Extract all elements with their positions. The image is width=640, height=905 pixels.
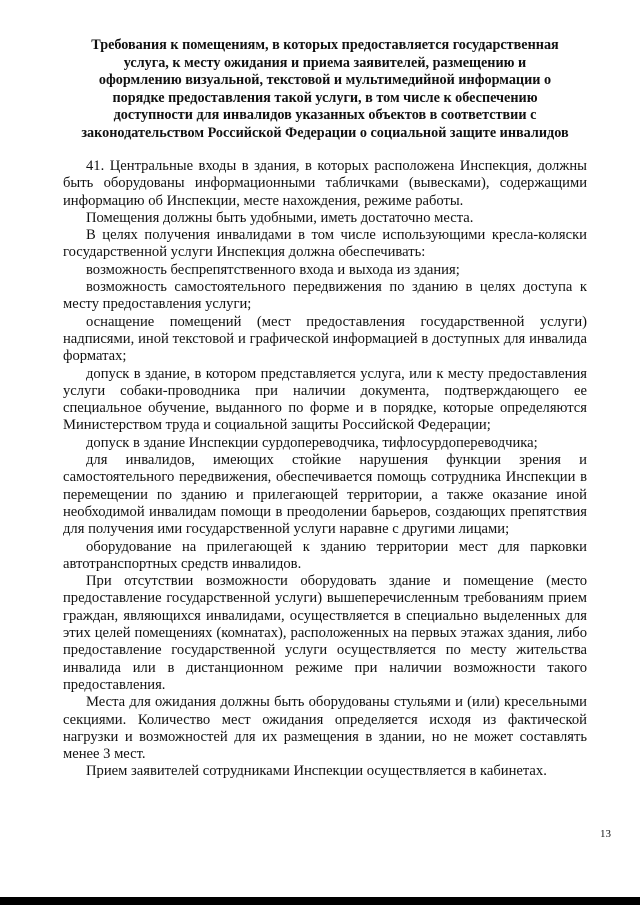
- heading-line: доступности для инвалидов указанных объектов в соответствии с: [113, 107, 537, 124]
- paragraph: Помещения должны быть удобными, иметь достаточно места.: [86, 209, 474, 226]
- list-item: для инвалидов, имеющих стойкие нарушения функции зрения и самостоятельного передвижения, обеспечивается помощь сотрудника Инспекции в перемещении по зданию и прилегающей территории, а также оказание иной необходимой инвалидам помощи в преодолении барьеров, создающих препятствия для получения ими государственной услуги наравне с другими лицами;: [63, 452, 587, 538]
- list-item: допуск в здание Инспекции сурдопереводчика, тифлосурдопереводчика;: [86, 434, 538, 451]
- list-item: оборудование на прилегающей к зданию территории мест для парковки автотранспортных средств инвалидов.: [63, 538, 587, 572]
- section-heading: [60, 37, 590, 143]
- paragraph: Места для ожидания должны быть оборудованы стульями и (или) кресельными секциями. Количество мест ожидания определяется исходя из фактической нагрузки и возможностей для их размещения в здании, но не может составлять менее 3 мест.: [63, 694, 587, 763]
- list-item: возможность беспрепятственного входа и выхода из здания;: [86, 261, 460, 278]
- heading-line: услуга, к месту ожидания и приема заявителей, размещению и: [123, 54, 527, 71]
- page-number: 13: [600, 828, 611, 840]
- paragraph: Прием заявителей сотрудниками Инспекции осуществляется в кабинетах.: [86, 763, 547, 780]
- list-item: оснащение помещений (мест предоставления государственной услуги) надписями, иной текстовой и графической информацией в доступных для инвалида форматах;: [63, 313, 587, 365]
- document-body: [63, 158, 587, 781]
- paragraph: В целях получения инвалидами в том числе использующими кресла-коляски государственной услуги Инспекция должна обеспечивать:: [63, 227, 587, 261]
- heading-line: Требования к помещениям, в которых предоставляется государственная: [91, 37, 559, 53]
- list-item: допуск в здание, в котором представляется услуга, или к месту предоставления услуги собаки-проводника при наличии документа, подтверждающего ее специальное обучение, выданного по форме и в порядке, которые определяются Министерством труда и социальной защиты Российской Федерации;: [63, 365, 587, 434]
- scan-bottom-edge: [0, 897, 640, 905]
- heading-line: законодательством Российской Федерации о социальной защите инвалидов: [81, 124, 569, 141]
- list-item: возможность самостоятельного передвижения по зданию в целях доступа к месту предоставления услуги;: [63, 279, 587, 313]
- paragraph: При отсутствии возможности оборудовать здание и помещение (место предоставление государственной услуги) вышеперечисленным требованиям прием граждан, являющихся инвалидами, осуществляется в специально выделенных для этих целей помещениях (комнатах), расположенных на первых этажах здания, либо предоставление государственной услуги осуществляется по месту жительства инвалида или в дистанционном режиме при наличии возможности такого предоставления.: [63, 573, 587, 693]
- heading-line: порядке предоставления такой услуги, в том числе к обеспечению: [112, 89, 538, 106]
- paragraph-41: 41. Центральные входы в здания, в которых расположена Инспекция, должны быть оборудованы информационными табличками (вывесками), содержащими информацию об Инспекции, месте нахождения, режиме работы.: [63, 158, 587, 209]
- heading-line: оформлению визуальной, текстовой и мультимедийной информации о: [98, 72, 552, 89]
